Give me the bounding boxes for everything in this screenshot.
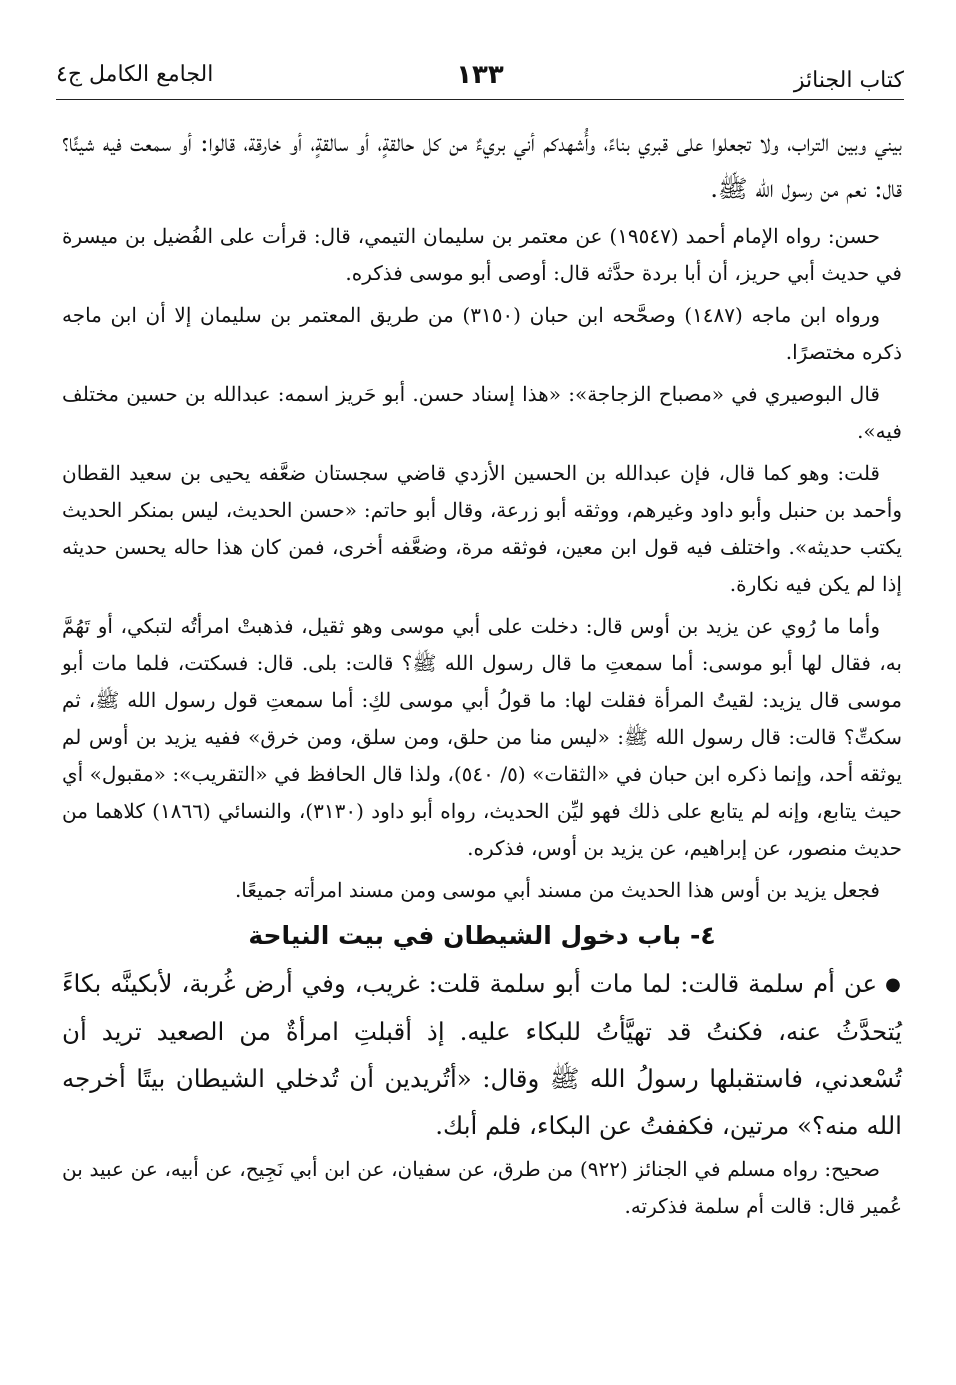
hadith-body: عن أم سلمة قالت: لما مات أبو سلمة قلت: غريب، وفي أرض غُربة، لأبكينَّه بكاءً يُتحدَّثُ عنه، فكنتُ قد تهيَّأتُ للبكاء عليه. إذ أقبلتِ امرأةٌ من الصعيد تريد أن تُسْعدني، فاستقبلها رسولُ الله ﷺ وقال: «أتُريدين أن تُدخلي الشيطان بيتًا أخرجه الله منه؟» مرتين، فكففتُ عن البكاء، فلم أبك. [62, 969, 902, 1140]
bullet-icon: ● [885, 974, 902, 995]
page-body [62, 120, 902, 1230]
takhrij-note-yazid-ibn-aws: وأما ما رُوي عن يزيد بن أوس قال: دخلت على أبي موسى وهو ثقيل، فذهبتْ امرأتُه لتبكي، أو تَهُمَّ به، فقال لها أبو موسى: أما سمعتِ ما قال رسول الله ﷺ؟ قالت: بلى. قال: فسكتت، فلما مات أبو موسى قال يزيد: لقيتُ المرأة فقلت لها: ما قولُ أبي موسى لكِ: أما سمعتِ قول رسول الله ﷺ، ثم سكتِّ؟ قالت: قال رسول الله ﷺ: «ليس منا من حلق، ومن سلق، ومن خرق» ففيه يزيد بن أوس لم يوثقه أحد، وإنما ذكره ابن حبان في «الثقات» (٥/ ٥٤٠)، ولذا قال الحافظ في «التقريب»: «مقبول» أي حيث يتابع، وإنه لم يتابع على ذلك فهو ليِّن الحديث، رواه أبو داود (٣١٣٠)، والنسائي (١٨٦٦) كلاهما من حديث منصور، عن إبراهيم، عن يزيد بن أوس، فذكره. [62, 614, 902, 860]
page-header [56, 54, 904, 100]
chapter-heading: ٤- باب دخول الشيطان في بيت النياحة [248, 921, 716, 950]
takhrij-note-busiri: قال البوصيري في «مصباح الزجاجة»: «هذا إسناد حسن. أبو حَريز اسمه: عبدالله بن حسين مختلف فيه». [62, 382, 902, 443]
takhrij-note-muslim: صحيح: رواه مسلم في الجنائز (٩٢٢) من طرق، عن سفيان، عن ابن أبي نَجِيح، عن أبيه، عن عبيد بن عُمير قال: قالت أم سلمة فذكرته. [62, 1157, 902, 1218]
hadith-text [62, 960, 902, 1149]
takhrij-note-conclusion: فجعل يزيد بن أوس هذا الحديث من مسند أبي موسى ومن مسند امرأته جميعًا. [234, 878, 880, 902]
header-rule [56, 99, 904, 100]
takhrij-note-grading: حسن: رواه الإمام أحمد (١٩٥٤٧) عن معتمر بن سليمان التيمي، قال: قرأت على الفُضيل بن ميسرة في حديث أبي حريز، أن أبا بردة حدَّثه قال: أوصى أبو موسى فذكره. [62, 224, 902, 285]
page-number: ١٣٣ [456, 60, 504, 90]
takhrij-note-commentary: قلت: وهو كما قال، فإن عبدالله بن الحسين الأزدي قاضي سجستان ضعَّفه يحيى بن سعيد القطان وأحمد بن حنبل وأبو داود وغيرهم، ووثقه أبو زرعة، وقال أبو حاتم: «حسن الحديث، ليس بمنكر الحديث يكتب حديثه». واختلف فيه قول ابن معين، فوثقه مرة، وضعَّفه أخرى، فمن كان هذا حاله يحسن حديثه إذا لم يكن فيه نكارة. [62, 461, 902, 596]
running-title-book: كتاب الجنائز [793, 68, 904, 93]
hadith-text-continuation: بيني وبين التراب، ولا تجعلوا على قبري بناءً، وأُشهدكم أني بريءٌ من كل حالقةٍ، أو سالقةٍ، أو خارقة، قالوا: أو سمعت فيه شيئًا؟ قال: نعم من رسول الله ﷺ. [62, 128, 902, 203]
takhrij-note-ibn-majah: ورواه ابن ماجه (١٤٨٧) وصحَّحه ابن حبان (٣١٥٠) من طريق المعتمر بن سليمان إلا أن ابن ماجه ذكره مختصرًا. [62, 303, 902, 364]
running-title-volume: الجامع الكامل ج٤ [56, 62, 214, 87]
